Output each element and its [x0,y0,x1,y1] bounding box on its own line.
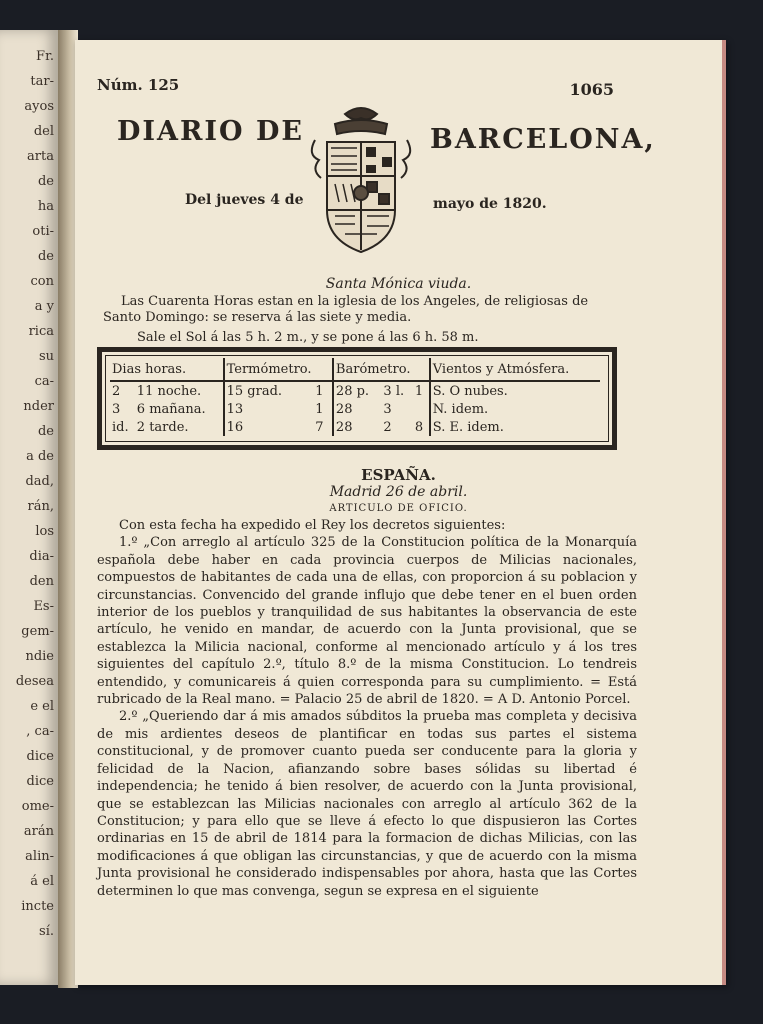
left-page-text-fragment: ndie [25,649,54,664]
cell-time: 2 tarde. [136,419,189,435]
cell-baro-frac [413,400,430,418]
forty-hours-line2: Santo Domingo: se reserva á las siete y media. [103,310,412,325]
cell-temp: 16 [224,418,314,436]
left-page-text-fragment: a y [34,299,54,314]
cell-baro-l: 2 [383,419,392,435]
left-page-text-fragment: con [30,274,54,289]
cell-day: 2 [112,383,121,399]
left-page-text-fragment: rica [28,324,54,339]
cell-temp-frac: 1 [315,401,324,417]
table-row [110,400,600,418]
cell-baro: 28 [333,400,382,418]
left-page-text-fragment: los [35,524,54,539]
weather-table [97,347,617,450]
sunrise-sunset: Sale el Sol á las 5 h. 2 m., y se pone á las 6 h. 58 m. [137,330,479,345]
cell-baro-l: 3 l. [383,383,405,399]
cell-time: 6 mañana. [136,401,206,417]
header-barometer: Barómetro. [333,358,430,381]
left-page-text-fragment: , ca- [26,724,54,739]
cell-time: 11 noche. [136,383,202,399]
table-row [110,381,600,400]
left-page-text-fragment: dice [26,774,54,789]
newspaper-page [75,40,726,985]
section-country: ESPAÑA. [361,466,436,484]
cell-day: id. [112,419,129,435]
header-thermometer: Termómetro. [224,358,333,381]
cell-wind: S. E. idem. [430,418,600,436]
cell-wind: N. idem. [430,400,600,418]
cell-temp: 13 [224,400,314,418]
cell-baro: 28 p. [333,381,382,400]
left-page-text-fragment: su [38,349,54,364]
cell-day: 3 [112,401,121,417]
decree-1: 1.º „Con arreglo al artículo 325 de la Constitucion política de la Monarquía española debe haber en cada provincia cuerpos de Milicias nacionales, compuestos de habitantes de cada una de ellas, con proporcion á su poblacion y circunstancias. Convencido del grande influjo que debe tener en el buen orden interior de los pueblos y tranquilidad de sus habitantes la observancia de este artículo, he venido en mandar, de acuerdo con la Junta provisional, que se establezca la Milicia nacional, conforme al mencionado artículo y á los tres siguientes del capítulo 2.º, título 8.º de la misma Constitucion. Lo tendreis entendido, y comunicareis á quien corresponda para su cumplimiento. = Está rubricado de la Real mano. = Palacio 25 de abril de 1820. = A D. Antonio Porcel. [97,535,637,708]
saint-of-day: Santa Mónica viuda. [325,276,472,292]
issue-number: Núm. 125 [97,76,180,94]
left-page-text-fragment: nder [23,399,54,414]
section-label: ARTICULO DE OFICIO. [329,503,468,514]
date-right: mayo de 1820. [433,196,547,212]
left-page-text-fragment: de [37,249,54,264]
date-left: Del jueves 4 de [185,192,304,208]
left-page-text-fragment: den [29,574,54,589]
masthead-title-right: BARCELONA, [430,124,656,155]
left-page-text-fragment: desea [15,674,54,689]
left-page-text-fragment: Fr. [36,49,54,64]
page-number: 1065 [569,80,614,99]
cell-baro-l: 3 [383,401,392,417]
coat-of-arms-icon [305,100,417,260]
article-intro: Con esta fecha ha expedido el Rey los decretos siguientes: [119,518,506,533]
left-page-text-fragment: arán [23,824,54,839]
article-body [97,517,637,900]
left-page-text-fragment: dad, [25,474,54,489]
table-row [110,418,600,436]
left-page-text-fragment: de [37,174,54,189]
left-page-text-fragment: ha [37,199,54,214]
header-days: Dias horas. [110,358,224,381]
cell-baro: 28 [333,418,382,436]
decree-2: 2.º „Queriendo dar á mis amados súbditos la prueba mas completa y decisiva de mis ardientes deseos de plantificar en todas sus partes el sistema constitucional, y de promover cuanto pueda ser conducente para la gloria y felicidad de la Nacion, afianzando sobre bases sólidas su libertad é independencia; he tenido á bien resolver, de acuerdo con la Junta provisional, que se establezcan las Milicias nacionales con arreglo al artículo 362 de la Constitucion; y para ello que se lleve á efecto lo que dispusieron las Cortes ordinarias en 15 de abril de 1814 para la formacion de dichas Milicias, con las modificaciones á que obligan las circunstancias, y que de acuerdo con la misma Junta provisional he considerado indispensables por ahora, hasta que las Cortes determinen lo que mas convenga, segun se expresa en el siguiente [97,709,637,899]
cell-baro-frac: 1 [414,383,424,399]
left-page-text-fragment: incte [21,899,54,914]
left-page-text-fragment: a de [26,449,54,464]
dateline: Madrid 26 de abril. [329,484,468,500]
cell-baro-frac: 8 [414,419,424,435]
cell-temp-frac: 1 [315,383,324,399]
left-page-text-fragment: tar- [30,74,54,89]
left-page-text-fragment: rán, [27,499,54,514]
cell-temp: 15 grad. [224,381,314,400]
masthead-title-left: DIARIO DE [117,116,304,147]
left-page-text-fragment: alin- [25,849,54,864]
header-wind: Vientos y Atmósfera. [430,358,600,381]
left-page-text-fragment: sí. [39,924,54,939]
left-page-text-fragment: oti- [32,224,54,239]
left-page-text-fragment: gem- [21,624,54,639]
left-page-text-fragment: dice [26,749,54,764]
left-page-text-fragment: á el [30,874,54,889]
left-page-text-fragment: dia- [29,549,54,564]
left-page-text-fragment: de [37,424,54,439]
left-page-text-fragment: ome- [21,799,54,814]
forty-hours-line1: Las Cuarenta Horas estan en la iglesia de los Angeles, de religiosas de [121,294,589,309]
left-page-text-fragment: ayos [24,99,54,114]
left-page-text-fragment: Es- [33,599,54,614]
cell-temp-frac: 7 [315,419,324,435]
left-page-text-fragment: ca- [34,374,54,389]
left-page-text-fragment: e el [30,699,54,714]
left-facing-page [0,30,58,985]
cell-wind: S. O nubes. [430,381,600,400]
left-page-text-fragment: arta [27,149,54,164]
left-page-text-fragment: del [33,124,54,139]
